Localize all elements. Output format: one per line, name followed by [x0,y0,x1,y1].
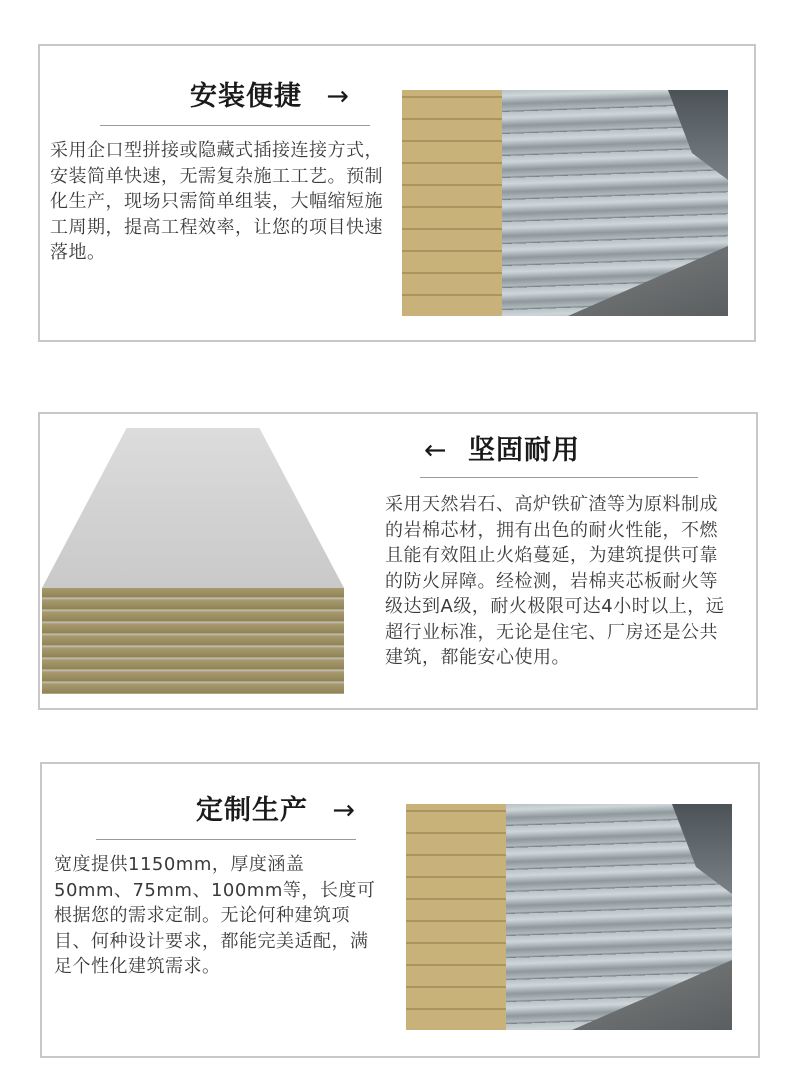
rock-wool-layers [42,588,344,694]
section-body: 采用企口型拼接或隐藏式插接连接方式，安装简单快速，无需复杂施工工艺。预制化生产，现场只需简单组装，大幅缩短施工周期，提高工程效率，让您的项目快速落地。 [50,140,383,263]
title-text: 安装便捷 [190,81,302,112]
arrow-right-icon: → [332,795,357,826]
section-title [190,74,350,113]
section-body: 采用天然岩石、高炉铁矿渣等为原料制成的岩棉芯材，拥有出色的耐火性能，不燃且能有效阻止火焰蔓延，为建筑提供可靠的防火屏障。经检测，岩棉夹芯板耐火等级达到A级，耐火极限可达4小时以上，远超行业标准，无论是住宅、厂房还是公共建筑，都能安心使用。 [385,494,725,668]
panel-stack-photo [402,90,728,316]
rock-wool-core-edge [402,90,502,316]
title-underline [100,125,370,126]
arrow-right-icon: → [326,81,351,112]
section-title [196,788,356,827]
title-underline [96,839,356,840]
rock-wool-core-edge [406,804,506,1030]
title-text: 定制生产 [196,795,308,826]
title-text: 坚固耐用 [468,435,581,466]
panel-top-surface [42,428,344,588]
arrow-left-icon: ← [424,435,448,466]
section-body: 宽度提供1150mm，厚度涵盖50mm、75mm、100mm等，长度可根据您的需求定制。无论何种建筑项目、何种设计要求，都能完美适配，满足个性化建筑需求。 [54,854,376,977]
section-title [424,428,580,467]
flat-panel-stack-photo [42,428,344,694]
feature-card-custom [40,762,760,1058]
title-underline [420,477,698,478]
panel-stack-photo [406,804,732,1030]
feature-card-install [38,44,756,342]
feature-card-durable [38,412,758,710]
